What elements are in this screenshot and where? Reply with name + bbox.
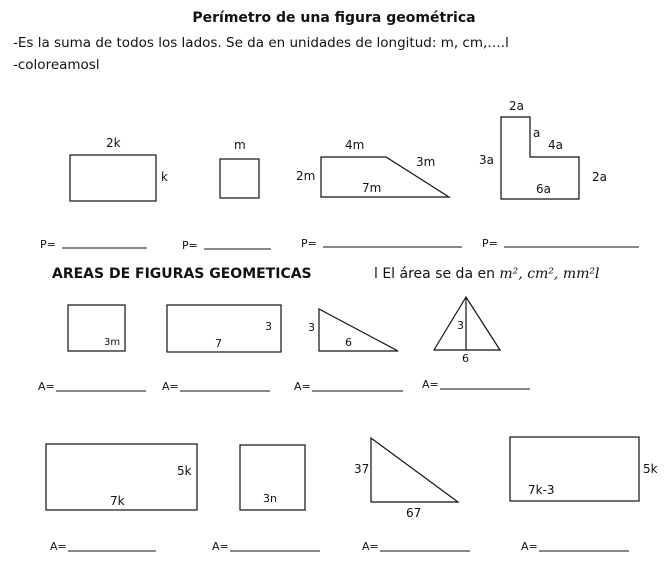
areas-heading: AREAS DE FIGURAS GEOMETICAS xyxy=(52,266,312,282)
label-k: k xyxy=(161,170,168,184)
label-7m: 7m xyxy=(362,181,382,195)
area-rectangle-1 xyxy=(167,305,281,352)
area-answer-5: A= xyxy=(50,540,67,553)
perimeter-rectangle xyxy=(70,155,156,201)
label-a: a xyxy=(533,126,541,140)
label-3n-square: 3n xyxy=(263,492,277,505)
perimeter-answer-1: P= xyxy=(40,238,56,251)
instruction-text: -coloreamosl xyxy=(13,57,100,73)
label-4a: 4a xyxy=(548,138,563,152)
area-answer-7: A= xyxy=(362,540,379,553)
area-answer-6: A= xyxy=(212,540,229,553)
label-6-triangle: 6 xyxy=(345,336,352,349)
perimeter-square xyxy=(220,159,259,198)
label-7k-rect: 7k xyxy=(110,494,125,508)
label-67: 67 xyxy=(406,506,422,520)
label-3-rect: 3 xyxy=(265,320,272,333)
label-4m: 4m xyxy=(345,138,365,152)
area-right-triangle-2 xyxy=(371,438,458,502)
label-6-base: 6 xyxy=(462,352,469,365)
area-right-triangle-1 xyxy=(319,309,398,351)
label-3a: 3a xyxy=(479,153,494,167)
area-answer-8: A= xyxy=(521,540,538,553)
label-3m: 3m xyxy=(416,155,436,169)
area-answer-1: A= xyxy=(38,380,55,393)
label-2m: 2m xyxy=(296,169,316,183)
label-37: 37 xyxy=(354,462,370,476)
label-7k-3: 7k-3 xyxy=(528,483,555,497)
label-6a: 6a xyxy=(536,182,551,196)
label-m: m xyxy=(234,138,246,152)
area-answer-2: A= xyxy=(162,380,179,393)
area-answer-4: A= xyxy=(422,378,439,391)
label-2a: 2a xyxy=(509,99,524,113)
label-7-rect: 7 xyxy=(215,337,222,350)
perimeter-answer-2: P= xyxy=(182,239,198,252)
label-2k: 2k xyxy=(106,136,121,150)
label-2a-right: 2a xyxy=(592,170,607,184)
label-5k-rect2: 5k xyxy=(643,462,658,476)
perimeter-answer-4: P= xyxy=(482,237,498,250)
area-answer-3: A= xyxy=(294,380,311,393)
area-units: m², cm², mm²l xyxy=(499,266,600,282)
definition-text: -Es la suma de todos los lados. Se da en unidades de longitud: m, cm,….l xyxy=(13,35,509,51)
area-isosceles-triangle xyxy=(434,297,500,350)
label-3-triangle: 3 xyxy=(308,321,315,334)
label-3m-square: 3m xyxy=(104,337,121,348)
label-3-height: 3 xyxy=(457,319,464,332)
perimeter-answer-3: P= xyxy=(301,237,317,250)
label-5k-rect: 5k xyxy=(177,464,192,478)
area-units-note-prefix: l El área se da en xyxy=(374,266,500,282)
page-title: Perímetro de una figura geométrica xyxy=(192,10,476,26)
